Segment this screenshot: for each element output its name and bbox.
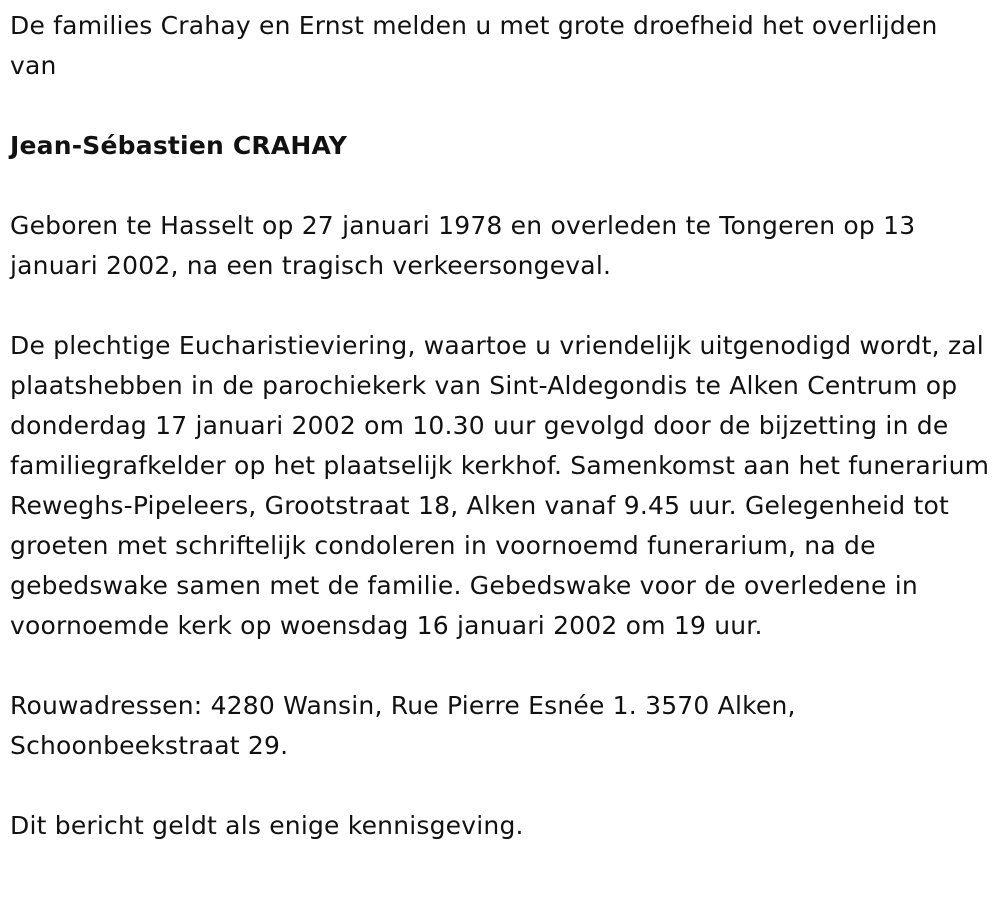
intro-paragraph: De families Crahay en Ernst melden u met grote droefheid het overlijden van [10,11,938,80]
ceremony-paragraph: De plechtige Eucharistieviering, waartoe u vriendelijk uitgenodigd wordt, zal plaatshebben in de parochiekerk van Sint-Aldegondis te Alken Centrum op donderdag 17 januari 2002 om 10.30 uur gevolgd door de bijzetting in de familiegrafkelder op het plaatselijk kerkhof. Samenkomst aan het funerarium Reweghs-Pipeleers, Grootstraat 18, Alken vanaf 9.45 uur. Gelegenheid tot groeten met schriftelijk condoleren in voornoemd funerarium, na de gebedswake samen met de familie. Gebedswake voor de overledene in voornoemde kerk op woensdag 16 januari 2002 om 19 uur. [10,331,990,640]
addresses-paragraph: Rouwadressen: 4280 Wansin, Rue Pierre Esnée 1. 3570 Alken, Schoonbeekstraat 29. [10,691,796,760]
closing-paragraph: Dit bericht geldt als enige kennisgeving. [10,811,524,840]
birth-death-paragraph: Geboren te Hasselt op 27 januari 1978 en overleden te Tongeren op 13 januari 2002, na een tragisch verkeersongeval. [10,211,916,280]
deceased-name: Jean-Sébastien CRAHAY [10,131,348,160]
